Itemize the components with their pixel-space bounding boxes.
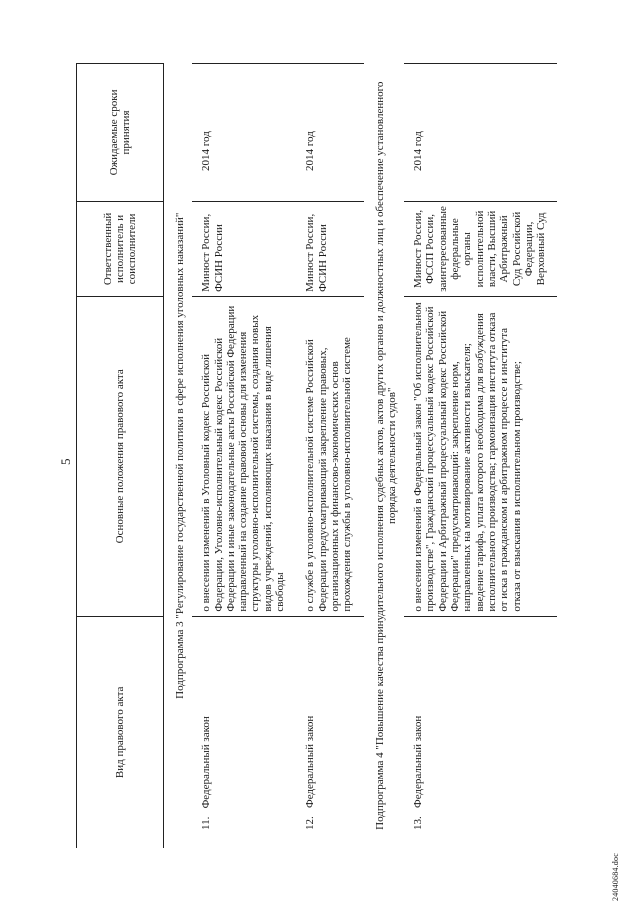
table-row xyxy=(404,64,557,849)
row-13-number: 13. xyxy=(412,816,425,830)
row-13-executors: Минюст России, ФССП России, заинтересованные федеральные органы исполнительной власти, Высший Арбитражный Суд Российской Федерации, Верховный Суд xyxy=(404,201,557,296)
row-12-kind xyxy=(296,616,363,848)
row-13-kind xyxy=(404,616,557,848)
row-12-kind-text: Федеральный закон xyxy=(304,715,317,808)
header-term: Ожидаемые сроки принятия xyxy=(77,64,164,202)
subprogram-4-title: Подпрограмма 4 "Повышение качества принудительного исполнения судебных актов, актов других органов и должностных лиц и обеспечение установленного порядка деятельности судов" xyxy=(373,81,398,830)
row-13-kind-text: Федеральный закон xyxy=(412,715,425,808)
row-11-kind-text: Федеральный закон xyxy=(200,716,213,809)
legal-acts-table xyxy=(76,63,557,848)
row-12-main: о службе в уголовно-исполнительной системе Российской Федерации предусматривающий закрепление правовых, организационных и финансово-экономических основ прохождения службы в уголовно-исполнительной системе xyxy=(304,337,354,612)
row-11-main: о внесении изменений в Уголовный кодекс Российской Федерации, Уголовно-исполнительный кодекс Российской Федерации и иные законодательные акты Российской Федерации направленный на создание правовой основы для изменения структуры уголовно-исполнительной системы, создания новых видов учреждений, исполняющих наказания в виде лишения свободы xyxy=(200,305,287,612)
row-13-main: о внесении изменений в Федеральный закон "Об исполнительном производстве", Гражданский процессуальный кодекс Российской Федерации и Арбитражный процессуальный кодекс Российской Федерации" предусматривающий: закрепление норм, направленных на мотивирование активности взыскателя; введение тарифа, уплата которого необходима для возбуждения исполнительного производства; гармонизация института отказа от иска в гражданском и арбитражном процессе и института отказа от взыскания в исполнительном производстве; xyxy=(412,302,523,612)
table-header-row xyxy=(77,64,164,849)
subprogram-3-title: Подпрограмма 3 "Регулирование государственной политики в сфере исполнения уголовных наказаний" xyxy=(174,212,186,699)
subprogram-3-row xyxy=(164,64,193,849)
table-row xyxy=(296,64,363,849)
row-11-term: 2014 год xyxy=(192,64,296,202)
row-13-term: 2014 год xyxy=(404,64,557,202)
row-11-kind xyxy=(192,616,296,848)
page-number: 5 xyxy=(58,458,73,465)
row-11-number: 11. xyxy=(200,816,213,830)
row-11-executors: Минюст России, ФСИН России xyxy=(192,201,296,296)
document-filename: 24040684.doc xyxy=(611,853,620,901)
row-12-number: 12. xyxy=(304,816,317,830)
table-row xyxy=(192,64,296,849)
header-main: Основные положения правового акта xyxy=(77,296,164,616)
row-12-executors: Минюст России, ФСИН России xyxy=(296,201,363,296)
row-12-term: 2014 год xyxy=(296,64,363,202)
subprogram-4-row xyxy=(364,64,405,849)
header-executors: Ответственный исполнитель и соисполнители xyxy=(77,201,164,296)
header-kind: Вид правового акта xyxy=(77,616,164,848)
